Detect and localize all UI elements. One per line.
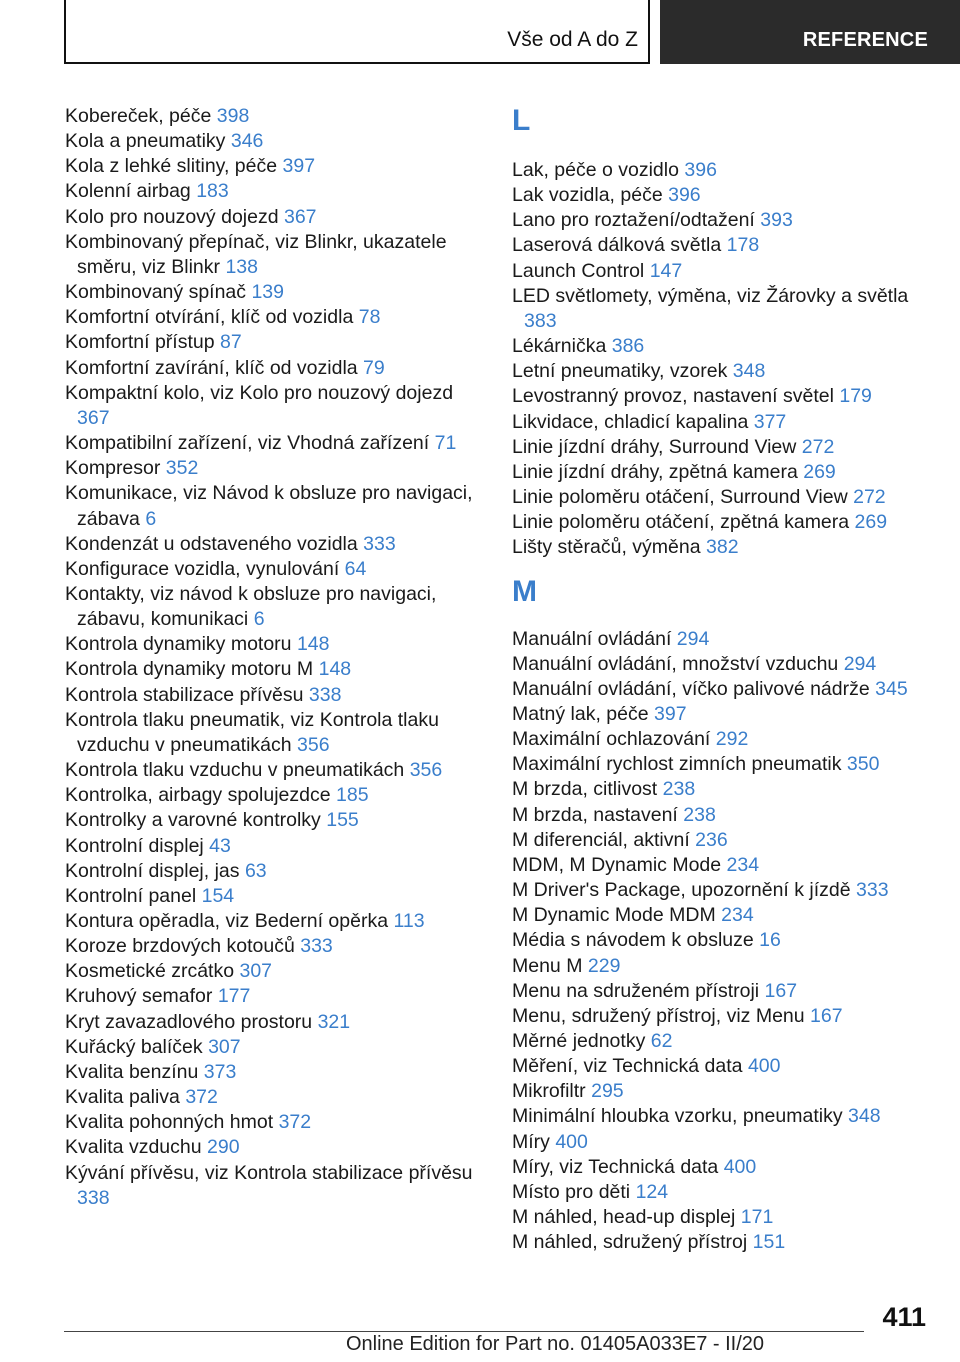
index-entry	[65, 1060, 485, 1085]
index-entry	[512, 878, 932, 903]
page-reference-link[interactable]: 396	[684, 159, 717, 181]
page-reference-link[interactable]: 372	[185, 1086, 218, 1109]
page-reference-link[interactable]: 272	[801, 435, 835, 458]
entry-term: Koroze brzdových kotoučů	[65, 935, 295, 958]
page-reference-link[interactable]: 294	[843, 652, 877, 675]
index-entry	[65, 783, 485, 808]
entry-term: Manuální ovládání, víčko palivové nádrže	[512, 677, 870, 700]
index-entry	[512, 979, 932, 1004]
page-reference-link[interactable]: 294	[676, 627, 710, 650]
page-reference-link[interactable]: 400	[747, 1055, 781, 1078]
index-entry	[65, 532, 485, 557]
entry-term: Kuřácký balíček	[65, 1035, 203, 1058]
index-entry	[65, 205, 485, 230]
entry-term: Lak vozidla, péče	[512, 184, 663, 207]
index-entry	[65, 356, 485, 381]
entry-term: Letní pneumatiky, vzorek	[512, 360, 728, 383]
page-reference-link[interactable]: 179	[839, 385, 872, 408]
entry-term: Kola a pneumatiky	[65, 130, 226, 153]
page-reference-link[interactable]: 151	[752, 1231, 786, 1254]
page-reference-link[interactable]: 238	[662, 778, 696, 801]
index-entry	[65, 481, 485, 531]
index-entry	[512, 1130, 932, 1155]
index-entry	[65, 230, 485, 280]
page-reference-link[interactable]: 167	[764, 979, 798, 1002]
entry-term: Linie poloměru otáčení, Surround View	[512, 486, 848, 509]
page-reference-link[interactable]: 79	[363, 356, 385, 379]
index-entry	[512, 158, 932, 183]
page-reference-link[interactable]: 292	[715, 728, 749, 751]
page-reference-link[interactable]: 6	[145, 507, 157, 530]
page-reference-link[interactable]: 236	[695, 828, 728, 851]
page-reference-link[interactable]: 352	[165, 457, 199, 480]
page-reference-link[interactable]: 345	[875, 677, 908, 700]
index-entry	[512, 259, 932, 284]
entry-term: M Driver's Package, upozornění k jízdě	[512, 879, 851, 902]
reference-tab-label: REFERENCE	[802, 29, 928, 51]
index-entry	[512, 485, 932, 510]
index-entry	[512, 460, 932, 485]
index-entry	[512, 853, 932, 878]
entry-term: Linie jízdní dráhy, zpětná kamera	[512, 460, 798, 483]
page-reference-link[interactable]: 234	[721, 904, 754, 927]
entry-term: M brzda, citlivost	[512, 778, 658, 801]
page-reference-link[interactable]: 397	[654, 702, 687, 725]
page-reference-link[interactable]: 377	[753, 410, 787, 433]
entry-term: Komfortní otvírání, klíč od vozidla	[65, 306, 354, 329]
index-entry	[65, 834, 485, 859]
page-reference-link[interactable]: 382	[706, 536, 739, 559]
page-reference-link[interactable]: 348	[848, 1105, 881, 1128]
page-reference-link[interactable]: 398	[216, 105, 250, 127]
page-reference-link[interactable]: 397	[282, 155, 316, 178]
index-entry	[65, 431, 485, 456]
page-reference-link[interactable]: 71	[434, 432, 457, 455]
page-reference-link[interactable]: 333	[856, 879, 889, 902]
entry-term: M náhled, sdružený přístroj	[512, 1231, 748, 1254]
page-reference-link[interactable]: 43	[209, 834, 231, 857]
entry-term: Kolenní airbag	[65, 180, 191, 203]
index-entry	[512, 677, 932, 702]
page-reference-link[interactable]: 356	[297, 733, 330, 756]
page-reference-link[interactable]: 148	[318, 658, 352, 681]
page-reference-link[interactable]: 400	[723, 1155, 757, 1178]
entry-term: Kryt zavazadlového prostoru	[65, 1010, 313, 1033]
index-entry	[65, 708, 485, 758]
index-column-left	[65, 104, 485, 1211]
index-list-l	[512, 158, 932, 561]
page-reference-link[interactable]: 178	[726, 234, 760, 257]
page-reference-link[interactable]: 338	[77, 1186, 110, 1209]
index-entry	[512, 752, 932, 777]
page-reference-link[interactable]: 333	[300, 935, 333, 958]
entry-term: Maximální rychlost zimních pneumatik	[512, 753, 842, 776]
page-number: 411	[882, 1302, 926, 1332]
entry-term: Komfortní zavírání, klíč od vozidla	[65, 356, 358, 379]
index-entry	[512, 1004, 932, 1029]
index-entry	[512, 1230, 932, 1255]
entry-term: Kola z lehké slitiny, péče	[65, 155, 278, 178]
entry-term: Kompaktní kolo, viz Kolo pro nouzový dojezd	[65, 381, 454, 404]
index-entry	[512, 652, 932, 677]
entry-term: Měření, viz Technická data	[512, 1055, 743, 1078]
index-letter-l: L	[512, 104, 531, 137]
index-entry	[512, 384, 932, 409]
index-entry	[512, 954, 932, 979]
entry-term: Likvidace, chladicí kapalina	[512, 410, 749, 433]
page-reference-link[interactable]: 356	[409, 759, 443, 782]
index-entry	[65, 859, 485, 884]
entry-term: Linie poloměru otáčení, zpětná kamera	[512, 511, 850, 534]
index-entry	[512, 1180, 932, 1205]
entry-term: Kosmetické zrcátko	[65, 960, 235, 983]
index-entry	[512, 1155, 932, 1180]
index-entry	[512, 1079, 932, 1104]
index-entry	[65, 984, 485, 1009]
entry-term: Lékárnička	[512, 335, 607, 358]
entry-term: Matný lak, péče	[512, 702, 649, 725]
index-entry	[65, 104, 485, 129]
entry-term: Launch Control	[512, 259, 645, 282]
entry-term: M náhled, head-up displej	[512, 1206, 736, 1229]
index-entry	[65, 808, 485, 833]
page-reference-link[interactable]: 167	[810, 1004, 843, 1027]
entry-term: Míry, viz Technická data	[512, 1155, 719, 1178]
entry-term: Komunikace, viz Návod k obsluze pro navigaci, zábava	[65, 482, 473, 530]
index-entry	[512, 208, 932, 233]
index-entry	[512, 903, 932, 928]
page-reference-link[interactable]: 238	[683, 803, 716, 826]
page-reference-link[interactable]: 307	[208, 1035, 241, 1058]
index-entry	[65, 1161, 485, 1211]
entry-term: Kontrolní panel	[65, 884, 197, 907]
page-reference-link[interactable]: 16	[759, 929, 781, 952]
entry-term: MDM, M Dynamic Mode	[512, 853, 722, 876]
entry-term: Kvalita benzínu	[65, 1060, 199, 1083]
index-entry	[65, 934, 485, 959]
index-entry	[65, 582, 485, 632]
page-reference-link[interactable]: 393	[760, 209, 793, 232]
index-entry	[65, 1010, 485, 1035]
page-reference-link[interactable]: 307	[239, 960, 273, 983]
index-entry	[512, 1054, 932, 1079]
page-reference-link[interactable]: 321	[317, 1010, 351, 1033]
index-entry	[512, 233, 932, 258]
index-entry	[512, 435, 932, 460]
entry-term: Kondenzát u odstaveného vozidla	[65, 532, 358, 555]
page-reference-link[interactable]: 373	[203, 1060, 237, 1083]
page-reference-link[interactable]: 348	[732, 360, 766, 383]
page-reference-link[interactable]: 333	[363, 532, 396, 555]
entry-term: Levostranný provoz, nastavení světel	[512, 385, 834, 408]
entry-term: Lak, péče o vozidlo	[512, 159, 679, 181]
index-entry	[512, 928, 932, 953]
entry-term: Kolo pro nouzový dojezd	[65, 205, 279, 228]
page-reference-link[interactable]: 229	[587, 954, 621, 977]
index-entry	[65, 179, 485, 204]
page-reference-link[interactable]: 155	[326, 809, 359, 832]
header-middle-rule	[648, 0, 650, 64]
index-entry	[512, 535, 932, 560]
entry-term: Kontura opěradla, viz Bederní opěrka	[65, 910, 389, 932]
index-entry	[512, 828, 932, 853]
entry-term: Kontrolní displej, jas	[65, 859, 240, 882]
page-reference-link[interactable]: 386	[611, 335, 645, 358]
entry-term: LED světlomety, výměna, viz Žárovky a světla	[512, 284, 909, 307]
index-entry	[512, 702, 932, 727]
page-reference-link[interactable]: 367	[77, 406, 110, 429]
page-reference-link[interactable]: 148	[296, 633, 330, 656]
header-left-rule	[64, 0, 66, 64]
entry-term: Kývání přívěsu, viz Kontrola stabilizace přívěsu	[65, 1161, 473, 1184]
page-reference-link[interactable]: 147	[649, 259, 683, 282]
page-reference-link[interactable]: 367	[283, 205, 317, 228]
entry-term: M diferenciál, aktivní	[512, 828, 690, 851]
entry-term: Kontrola dynamiky motoru M	[65, 658, 314, 681]
reference-tab	[660, 0, 960, 64]
index-entry	[65, 557, 485, 582]
entry-term: Laserová dálková světla	[512, 234, 722, 257]
entry-term: Kruhový semafor	[65, 985, 213, 1008]
index-entry	[65, 758, 485, 783]
page-reference-link[interactable]: 290	[207, 1136, 240, 1159]
page-reference-link[interactable]: 124	[635, 1180, 669, 1203]
index-entry	[512, 284, 932, 334]
header-bottom-rule	[64, 62, 650, 64]
index-entry	[512, 410, 932, 435]
entry-term: Lano pro roztažení/odtažení	[512, 209, 755, 232]
index-entry	[512, 359, 932, 384]
entry-term: Manuální ovládání	[512, 627, 672, 650]
page-reference-link[interactable]: 113	[393, 910, 425, 932]
index-entry	[65, 884, 485, 909]
page-reference-link[interactable]: 63	[244, 859, 267, 882]
index-entry	[65, 305, 485, 330]
index-entry	[512, 1205, 932, 1230]
index-entry	[65, 1135, 485, 1160]
entry-term: Kompatibilní zařízení, viz Vhodná zařízení	[65, 432, 430, 455]
page-reference-link[interactable]: 400	[555, 1130, 588, 1153]
entry-term: Kontrola stabilizace přívěsu	[65, 683, 304, 706]
entry-term: Linie jízdní dráhy, Surround View	[512, 435, 797, 458]
entry-term: Kontrolní displej	[65, 834, 204, 857]
page-reference-link[interactable]: 372	[278, 1111, 312, 1134]
entry-term: Kombinovaný přepínač, viz Blinkr, ukazatele směru, viz Blinkr	[65, 230, 447, 278]
entry-term: Mikrofiltr	[512, 1080, 586, 1103]
index-entry	[65, 381, 485, 431]
entry-term: Místo pro děti	[512, 1180, 631, 1203]
index-entry	[512, 727, 932, 752]
entry-term: Kontrolky a varovné kontrolky	[65, 809, 321, 832]
entry-term: Média s návodem k obsluze	[512, 929, 754, 952]
page-reference-link[interactable]: 183	[196, 180, 229, 203]
entry-term: Kombinovaný spínač	[65, 281, 247, 304]
page-reference-link[interactable]: 269	[803, 460, 836, 483]
page-reference-link[interactable]: 171	[740, 1206, 774, 1229]
entry-term: Kontrola tlaku vzduchu v pneumatikách	[65, 759, 405, 782]
entry-term: Kvalita paliva	[65, 1086, 180, 1109]
page-reference-link[interactable]: 64	[344, 557, 367, 580]
page-reference-link[interactable]: 6	[253, 608, 265, 631]
entry-term: Kontrola dynamiky motoru	[65, 633, 292, 656]
index-column-right	[512, 104, 932, 1255]
entry-term: Lišty stěračů, výměna	[512, 536, 701, 559]
index-entry	[65, 632, 485, 657]
page-reference-link[interactable]: 295	[591, 1080, 624, 1103]
index-entry	[512, 183, 932, 208]
entry-term: Manuální ovládání, množství vzduchu	[512, 652, 839, 675]
index-entry	[65, 154, 485, 179]
page-reference-link[interactable]: 78	[358, 306, 381, 329]
page-reference-link[interactable]: 350	[846, 753, 880, 776]
index-entry	[512, 777, 932, 802]
index-entry	[65, 1110, 485, 1135]
entry-term: Konfigurace vozidla, vynulování	[65, 557, 340, 580]
page-reference-link[interactable]: 177	[217, 985, 251, 1008]
page-reference-link[interactable]: 139	[251, 281, 284, 304]
entry-term: Kontrola tlaku pneumatik, viz Kontrola tlaku vzduchu v pneumatikách	[65, 708, 439, 756]
index-entry	[65, 129, 485, 154]
page-reference-link[interactable]: 383	[524, 309, 557, 332]
index-entry	[65, 909, 485, 934]
page-reference-link[interactable]: 272	[853, 486, 886, 509]
index-entry	[65, 683, 485, 708]
index-entry	[65, 280, 485, 305]
entry-term: Menu na sdruženém přístroji	[512, 979, 760, 1002]
index-letter-m: M	[512, 574, 537, 608]
entry-term: Komfortní přístup	[65, 331, 215, 354]
page-reference-link[interactable]: 62	[650, 1030, 673, 1052]
entry-term: Kontrolka, airbagy spolujezdce	[65, 784, 331, 807]
index-entry	[512, 334, 932, 359]
entry-term: Měrné jednotky	[512, 1030, 646, 1052]
page-reference-link[interactable]: 185	[336, 784, 369, 807]
page-reference-link[interactable]: 396	[668, 184, 701, 207]
footer-rule	[64, 1331, 864, 1332]
page-reference-link[interactable]: 269	[854, 511, 888, 534]
entry-term: Maximální ochlazování	[512, 728, 711, 751]
index-entry	[512, 1029, 932, 1054]
page-reference-link[interactable]: 234	[726, 853, 760, 876]
entry-term: Minimální hloubka vzorku, pneumatiky	[512, 1105, 843, 1128]
entry-term: Kontakty, viz návod k obsluze pro navigaci, zábavu, komunikaci	[65, 582, 437, 631]
entry-term: M Dynamic Mode MDM	[512, 904, 716, 927]
index-entry	[65, 657, 485, 682]
page-reference-link[interactable]: 346	[230, 130, 264, 153]
entry-term: Kompresor	[65, 457, 161, 480]
entry-term: Menu, sdružený přístroj, viz Menu	[512, 1004, 805, 1027]
page-reference-link[interactable]: 338	[308, 683, 342, 706]
index-entry	[512, 627, 932, 652]
edition-footer: Online Edition for Part no. 01405A033E7 - II/20	[345, 1333, 765, 1355]
index-entry	[512, 510, 932, 535]
page-reference-link[interactable]: 87	[220, 331, 242, 354]
page-reference-link[interactable]: 154	[201, 884, 235, 907]
entry-term: Míry	[512, 1130, 550, 1153]
index-entry	[65, 1085, 485, 1110]
index-entry	[65, 1035, 485, 1060]
index-entry	[65, 330, 485, 355]
index-entry	[512, 803, 932, 828]
index-list-m	[512, 627, 932, 1256]
entry-term: Menu M	[512, 954, 583, 977]
index-entry	[65, 456, 485, 481]
page-header	[0, 0, 960, 66]
entry-term: Kobereček, péče	[65, 105, 212, 127]
index-entry	[512, 1104, 932, 1129]
entry-term: M brzda, nastavení	[512, 803, 678, 826]
index-entry	[65, 959, 485, 984]
section-title: Vše od A do Z	[507, 28, 638, 51]
entry-term: Kvalita vzduchu	[65, 1136, 202, 1159]
page-reference-link[interactable]: 138	[225, 255, 258, 278]
entry-term: Kvalita pohonných hmot	[65, 1111, 274, 1134]
